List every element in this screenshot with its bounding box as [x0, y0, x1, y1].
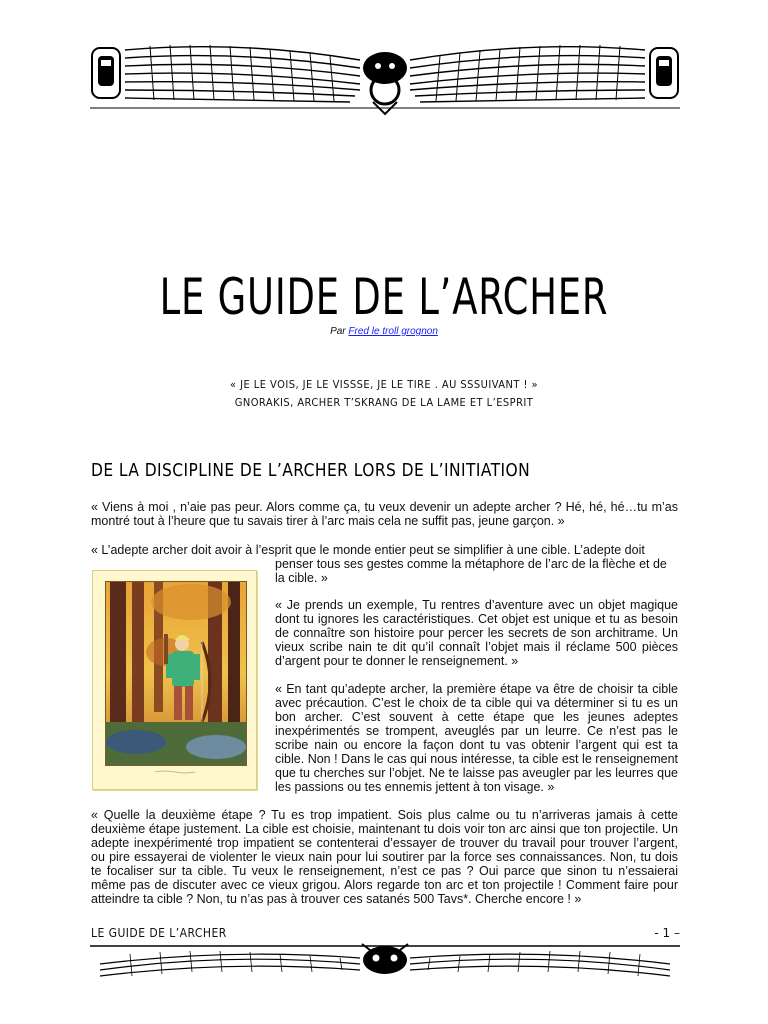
footer-running-title: LE GUIDE DE L’ARCHER — [91, 926, 227, 940]
archer-in-forest-icon — [106, 582, 246, 765]
byline — [0, 326, 768, 337]
document-title: LE GUIDE DE L’ARCHER — [159, 268, 609, 326]
byline-prefix: Par — [330, 326, 349, 337]
paragraph-intro: « Viens à moi , n’aie pas peur. Alors comme ça, tu veux devenir un adepte archer ? Hé, hé, hé…tu m’as montré tout à l’heure que tu savais tirer à l’arc mais cela ne suffit pas, jeune garçon. » — [91, 500, 678, 528]
winged-scarab-ornament-icon — [90, 38, 680, 116]
paragraph-example: « Je prends un exemple, Tu rentres d’aventure avec un objet magique dont tu ignores les caractéristiques. Cet objet est unique et tu as besoin de connaître son histoire pour percer les secrets de son architrame. Un vieux scribe nain te dit qu’il connaît l’objet mais il réclame 500 pièces d’argent pour te donner le renseignement. » — [275, 598, 678, 668]
epigraph-quote: « JE LE VOIS, JE LE VISSSE, JE LE TIRE . AU SSSUIVANT ! » — [230, 378, 538, 391]
archer-forest-image — [105, 581, 247, 766]
bottom-ornament-banner — [90, 942, 680, 982]
illustration-signature — [93, 770, 256, 776]
paragraph-target-line1: « L’adepte archer doit avoir à l’esprit que le monde entier peut se simplifier à une cible. L’adepte doit — [91, 543, 645, 557]
paragraph-first-step: « En tant qu’adepte archer, la première étape va être de choisir ta cible avec précaution. C’est le choix de ta cible qui va déterminer si tu es un bon archer. C’est souvent à cette étape que les jeunes adeptes inexpérimentés se trompent, aveuglés par un leurre. Ce n’est pas le scribe nain ou encore la façon dont tu vas obtenir l’argent qui est ta cible. Non ! Dans le cas qui nous intéresse, ta cible est le renseignement que tu cherches sur l’objet. Ne te laisse pas aveugler par les leurres que les passions ou tes ennemis jettent à ton visage. » — [275, 682, 678, 794]
section-heading: DE LA DISCIPLINE DE L’ARCHER LORS DE L’INITIATION — [91, 460, 531, 481]
top-ornament-banner — [90, 38, 680, 116]
footer-page-number: - 1 – — [654, 926, 680, 940]
author-link[interactable]: Fred le troll grognon — [348, 326, 438, 337]
paragraph-second-step: « Quelle la deuxième étape ? Tu es trop impatient. Sois plus calme ou tu n’arriveras jamais à cette deuxième étape justement. La cible est choisie, maintenant tu dois voir ton arc ainsi que ton projectile. Un adepte inexpérimenté trop impatient se contenterai d’essayer de trouver du travail pour trouver l’argent, ou pire essayerai de violenter le vieux nain pour lui soutirer par la force ses connaissances. Non, tu dois te focaliser sur ta cible. Tu veux le renseignement, n’est ce pas ? Oui parce que sinon tu n’essaierai même pas de discuter avec ce vieux grigou. Alors regarde ton arc et ton projectile ! Comment faire pour atteindre ta cible ? Non, tu n’as pas à trouver ces satanés 500 Tavs*. Cherche encore ! » — [91, 808, 678, 906]
bottom-ornament-icon — [90, 942, 680, 982]
paragraph-target-line2: penser tous ses gestes comme la métaphore de l’arc de la flèche et de la cible. » — [275, 557, 667, 585]
archer-illustration — [92, 570, 257, 790]
epigraph-attribution: GNORAKIS, ARCHER T’SKRANG DE LA LAME ET L’ESPRIT — [234, 396, 534, 409]
